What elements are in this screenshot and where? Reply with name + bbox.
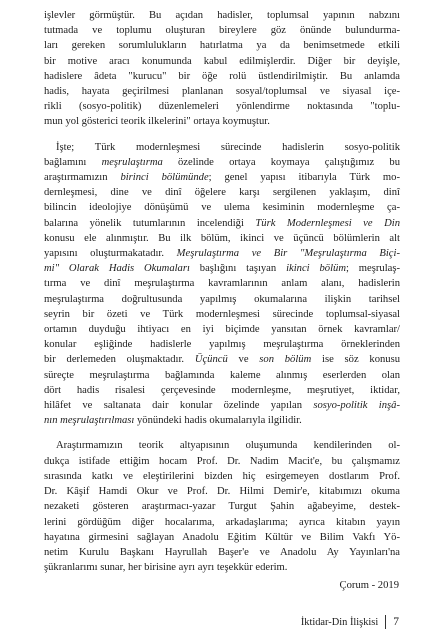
running-title: İktidar-Din İlişkisi	[300, 616, 379, 628]
text-line: dernleşmesi, dine ve dinî öğelere karşı sergilenen yaklaşım, dinî	[44, 187, 400, 199]
text-line: rikli (sosyo-politik) düzenlemeleri yönlendirme noktasında "toplu-	[44, 101, 400, 113]
text-line: mi" Olarak Hadis Okumaları başlığını taşıyan ikinci bölüm; meşrulaş-	[44, 263, 400, 275]
text-line: hilâfet ve saltanata dair konular özelinde yapılan sosyo-politik inşâ-	[44, 400, 400, 412]
text-line: dukça istifade ettiğim hocam Prof. Dr. Nadim Macit'e, bu çalışmamız	[44, 455, 400, 467]
text-line: süreçte meşrulaştırma bağlamında kaleme alınmış eserlerden olan	[44, 369, 400, 381]
text-line: konusu ele alınmıştır. Bu ilk bölüm, ikinci ve üçüncü bölümlerin alt	[44, 232, 400, 244]
text-line: hadis, hayata geçirilmesi planlanan sosyal/toplumsal ve siyasal içe-	[44, 86, 400, 98]
text-line: araştırmamızın birinci bölümünde; genel yapısı itibarıyla Türk mo-	[44, 172, 401, 184]
text-line: yapısını oluşturmakatadır. Meşrulaştırma ve Bir "Meşrulaştırma Biçi-	[44, 248, 400, 260]
text-line: işlevler görmüştür. Bu açıdan hadisler, toplumsal yapının nabzını	[44, 10, 400, 21]
paragraph-2	[44, 140, 400, 429]
text-line: ları gereken sorumlulukların hatırlatma ya da benimsetmede etkili	[44, 40, 400, 52]
text-line: bir motive aracı konumunda kabul edilmişlerdir. Diğer bir deyişle,	[44, 55, 400, 67]
paragraph-1	[44, 8, 400, 130]
page-number: 7	[393, 616, 399, 628]
text-line: netim Kurulu Başkanı Hayrullah Başer'e ve Anadolu Ay Yayınları'na	[44, 546, 400, 558]
text-line: konular eşliğinde hadislerle yapılmış meşrulaştırma örneklerinden	[44, 339, 400, 351]
page-body	[44, 8, 400, 575]
text-line: bir derlemeden oluşmaktadır. Üçüncü ve son bölüm ise söz konusu	[44, 354, 401, 366]
text-line: tutmada ve toplumu oluşturan bireylere göz önünde bulundurma-	[44, 25, 400, 37]
text-line: İşte; Türk modernleşmesi sürecinde hadislerin sosyo-politik	[56, 141, 400, 153]
text-line: nın meşrulaştırılması yönündeki hadis okumalarıyla ilgilidir.	[44, 415, 302, 427]
text-line: Araştırmamızın teorik altyapısının oluşumunda kendilerinden ol-	[56, 440, 400, 452]
text-line: nezaketi gösteren araştırmacı-yazar Turgut Şahin ağabeyime, destek-	[44, 501, 400, 513]
paragraph-3	[44, 438, 400, 575]
text-line: meşrulaştırma doğrultusunda yapılmış okumalarına ilişkin tarihsel	[44, 293, 400, 305]
text-line: mun yol gösterici teorik ilkelerini" ortaya koymuştur.	[44, 116, 270, 128]
text-line: lerini gördüğüm diğer hocalarıma, arkadaşlarıma; ayrıca kitabın yayın	[44, 516, 400, 528]
text-line: hayatına girmesini sağlayan Anadolu Eğitim Kültür ve Bilim Vakfı Yö-	[44, 531, 400, 543]
text-line: dört hadis risalesi çerçevesinde modernleşme, meşrutiyet, iktidar,	[44, 384, 400, 396]
signature-place-date: Çorum - 2019	[339, 580, 399, 591]
text-line: bağlamını meşrulaştırma özelinde ortaya koymaya çalıştığımız bu	[44, 156, 401, 168]
text-line: bilincin ideolojiye dönüşümü ve ulema kesiminin modernleşme ça-	[44, 202, 400, 214]
text-line: balarına yönelik tutumlarının incelendiği Türk Modernleşmesi ve Din	[44, 217, 400, 229]
text-line: sırasında katkı ve eleştirilerini bizden hiç esirgemeyen dostlarım Prof.	[44, 470, 400, 482]
text-line: hadislere âdeta "kurucu" bir öğe rolü üstlendirilmiştir. Bu anlamda	[44, 70, 400, 82]
text-line: Dr. Kâşif Hamdi Okur ve Prof. Dr. Hilmi Demir'e, kitabımızı okuma	[44, 486, 400, 498]
text-line: tırma ve dinî meşrulaştırma kavramlarının anlam alanı, hadislerin	[44, 278, 400, 290]
page-footer	[301, 615, 399, 629]
text-line: seyrin bir özeti ve Türk modernleşmesi sürecinde toplumsal-siyasal	[44, 308, 400, 320]
footer-divider	[385, 615, 386, 629]
text-line: ortamın duyduğu ihtiyacı en iyi biçimde yansıtan örnek kavramlar/	[44, 324, 400, 336]
text-line: şükranlarımı sunar, her birisine ayrı ayrı teşekkür ederim.	[44, 562, 288, 574]
